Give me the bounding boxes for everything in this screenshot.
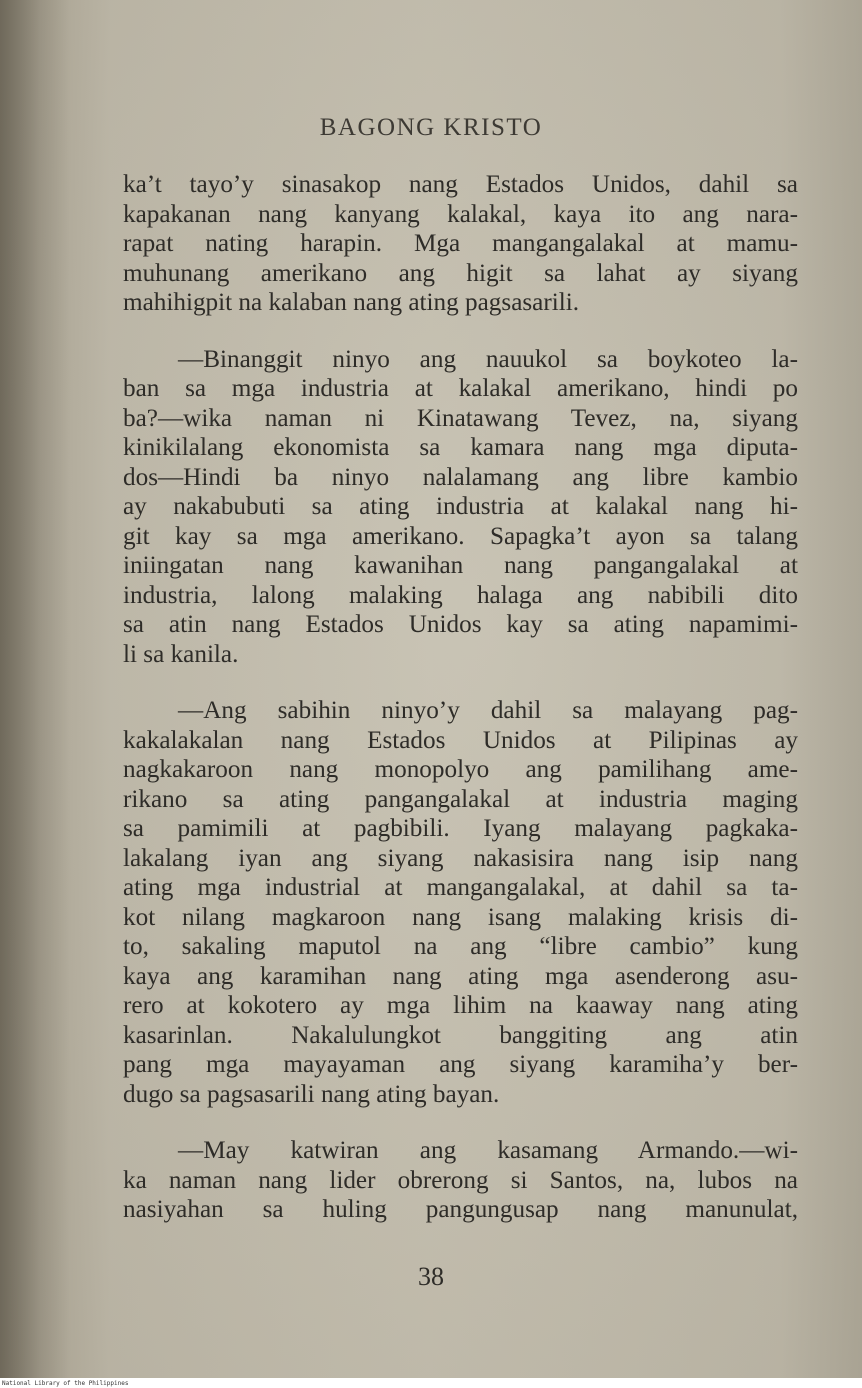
paragraph-3 xyxy=(123,696,798,1109)
text-line: git kay sa mga amerikano. Sapagka’t ayon sa talang xyxy=(123,522,798,550)
text-line: li sa kanila. xyxy=(123,640,239,668)
binding-shadow xyxy=(0,0,70,1378)
page-number: 38 xyxy=(418,1262,444,1291)
text-line: mahihigpit na kalaban nang ating pagsasarili. xyxy=(123,289,580,316)
text-line: —Ang sabihin ninyo’y dahil sa malayang pag- xyxy=(178,697,798,724)
text-line: kakalakalan nang Estados Unidos at Pilipinas ay xyxy=(123,726,798,754)
paragraph-2 xyxy=(123,345,798,670)
text-line: dos—Hindi ba ninyo nalalamang ang libre kambio xyxy=(123,463,798,491)
text-line: to, sakaling maputol na ang “libre cambio” kung xyxy=(123,933,798,960)
text-line: rikano sa ating pangangalakal at industria maging xyxy=(123,785,798,813)
text-line: iniingatan nang kawanihan nang pangangalakal at xyxy=(123,552,798,579)
text-line: kot nilang magkaroon nang isang malaking krisis di- xyxy=(123,903,798,931)
text-line: ba?—wika naman ni Kinatawang Tevez, na, siyang xyxy=(123,404,798,432)
text-line: sa atin nang Estados Unidos kay sa ating napamimi- xyxy=(123,611,798,638)
text-line: kinikilalang ekonomista sa kamara nang mga diputa- xyxy=(123,434,798,461)
text-line: sa pamimili at pagbibili. Iyang malayang pagkaka- xyxy=(123,815,798,842)
paragraph-1 xyxy=(123,170,798,318)
text-line: industria, lalong malaking halaga ang nabibili dito xyxy=(123,581,798,609)
text-line: lakalang iyan ang siyang nakasisira nang isip nang xyxy=(123,844,798,872)
running-head: BAGONG KRISTO xyxy=(319,114,543,141)
paragraph-4 xyxy=(123,1136,798,1225)
text-line: ating mga industrial at mangangalakal, at dahil sa ta- xyxy=(123,874,798,901)
body-text xyxy=(123,170,798,1225)
text-line: kaya ang karamihan nang ating mga asenderong asu- xyxy=(123,962,798,990)
text-line: rero at kokotero ay mga lihim na kaaway nang ating xyxy=(123,992,798,1019)
text-line: dugo sa pagsasarili nang ating bayan. xyxy=(123,1080,500,1108)
text-line: ka’t tayo’y sinasakop nang Estados Unidos, dahil sa xyxy=(123,171,798,198)
text-line: —May katwiran ang kasamang Armando.—wi- xyxy=(178,1137,798,1164)
text-line: —Binanggit ninyo ang nauukol sa boykoteo la- xyxy=(178,345,798,373)
library-credit: National Library of the Philippines xyxy=(2,1380,129,1387)
text-line: ka naman nang lider obrerong si Santos, na, lubos na xyxy=(123,1166,798,1194)
text-line: ay nakabubuti sa ating industria at kalakal nang hi- xyxy=(123,493,798,520)
text-line: nasiyahan sa huling pangungusap nang manunulat, xyxy=(123,1196,798,1223)
text-line: nagkakaroon nang monopolyo ang pamilihang ame- xyxy=(123,756,798,783)
text-line: rapat nating harapin. Mga mangangalakal at mamu- xyxy=(123,230,798,257)
text-line: ban sa mga industria at kalakal amerikano, hindi po xyxy=(123,375,798,402)
text-line: muhunang amerikano ang higit sa lahat ay siyang xyxy=(123,259,798,287)
text-line: kasarinlan. Nakalulungkot banggiting ang atin xyxy=(123,1021,798,1049)
text-line: pang mga mayayaman ang siyang karamiha’y ber- xyxy=(123,1051,798,1078)
footer-strip xyxy=(0,1378,862,1388)
text-line: kapakanan nang kanyang kalakal, kaya ito ang nara- xyxy=(123,200,798,228)
